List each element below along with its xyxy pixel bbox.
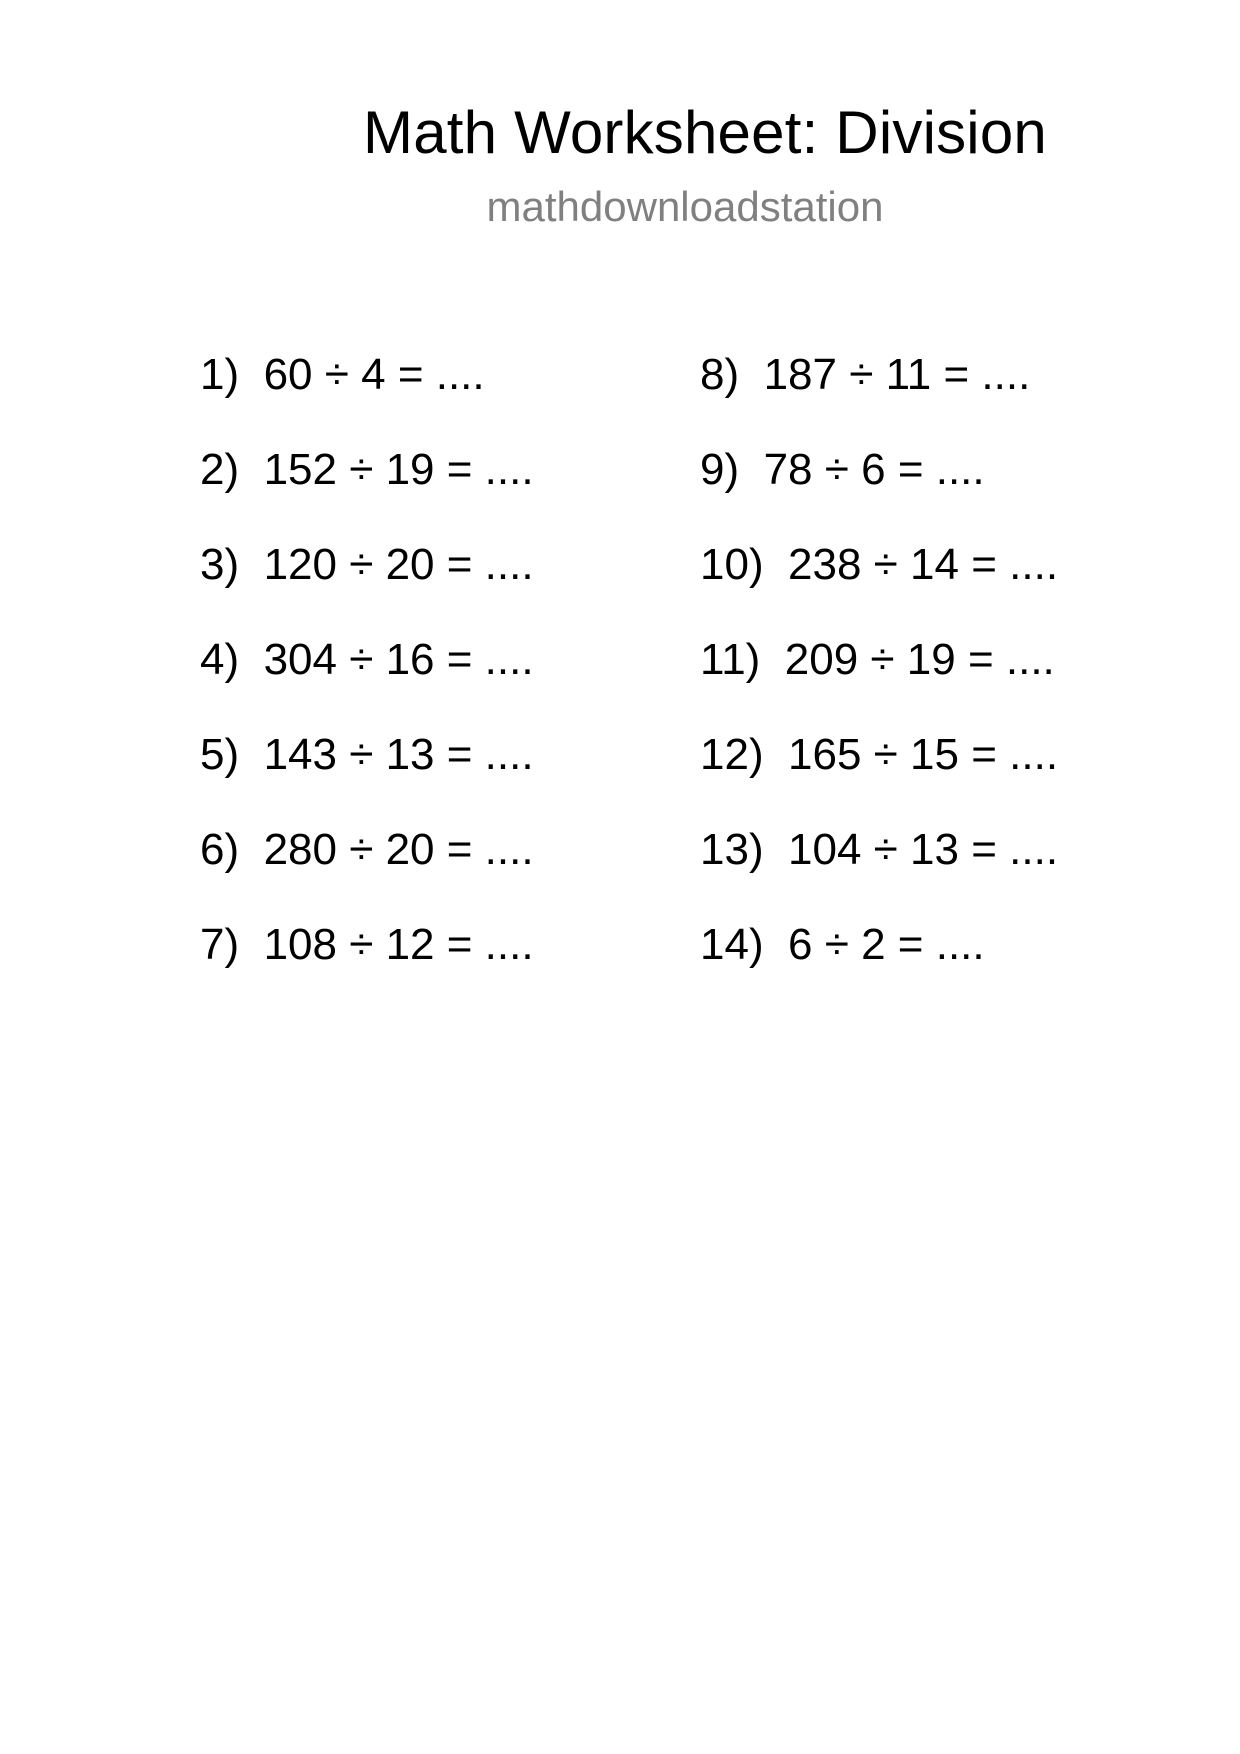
problem-expression: 165 ÷ 15 = .... bbox=[788, 730, 1059, 779]
problem-item bbox=[700, 915, 1058, 1010]
problem-number: 5) bbox=[200, 730, 240, 779]
problem-item bbox=[200, 440, 534, 535]
problem-expression: 78 ÷ 6 = .... bbox=[763, 445, 985, 494]
problem-number: 7) bbox=[200, 920, 240, 969]
problem-item bbox=[700, 725, 1058, 820]
problem-item bbox=[200, 535, 534, 630]
problem-number: 4) bbox=[200, 635, 240, 684]
problem-expression: 152 ÷ 19 = .... bbox=[263, 445, 534, 494]
problem-number: 6) bbox=[200, 825, 240, 874]
worksheet-subtitle: mathdownloadstation bbox=[486, 183, 884, 230]
problem-number: 12) bbox=[700, 730, 764, 779]
problem-item bbox=[700, 440, 1058, 535]
problem-item bbox=[700, 820, 1058, 915]
problem-expression: 6 ÷ 2 = .... bbox=[788, 920, 985, 969]
problem-number: 14) bbox=[700, 920, 764, 969]
problem-expression: 60 ÷ 4 = .... bbox=[263, 350, 485, 399]
problem-expression: 304 ÷ 16 = .... bbox=[263, 635, 534, 684]
problem-expression: 120 ÷ 20 = .... bbox=[263, 540, 534, 589]
problem-item bbox=[700, 345, 1058, 440]
worksheet-title: Math Worksheet: Division bbox=[363, 99, 1047, 166]
problem-expression: 209 ÷ 19 = .... bbox=[784, 635, 1055, 684]
problem-list bbox=[200, 345, 1100, 969]
problem-expression: 104 ÷ 13 = .... bbox=[788, 825, 1059, 874]
problem-item bbox=[200, 725, 534, 820]
problem-number: 9) bbox=[700, 445, 740, 494]
problem-item bbox=[700, 535, 1058, 630]
problem-number: 2) bbox=[200, 445, 240, 494]
problem-column-left bbox=[200, 345, 534, 1010]
problem-number: 3) bbox=[200, 540, 240, 589]
problem-column-right bbox=[700, 345, 1058, 1010]
problem-expression: 108 ÷ 12 = .... bbox=[263, 920, 534, 969]
problem-expression: 238 ÷ 14 = .... bbox=[788, 540, 1059, 589]
problem-number: 11) bbox=[700, 635, 761, 684]
problem-expression: 280 ÷ 20 = .... bbox=[263, 825, 534, 874]
problem-expression: 143 ÷ 13 = .... bbox=[263, 730, 534, 779]
problem-number: 1) bbox=[200, 350, 240, 399]
problem-number: 13) bbox=[700, 825, 764, 874]
problem-item bbox=[700, 630, 1058, 725]
problem-item bbox=[200, 345, 534, 440]
problem-item bbox=[200, 630, 534, 725]
problem-item bbox=[200, 915, 534, 1010]
problem-number: 10) bbox=[700, 540, 764, 589]
problem-expression: 187 ÷ 11 = .... bbox=[763, 350, 1031, 399]
problem-number: 8) bbox=[700, 350, 740, 399]
problem-item bbox=[200, 820, 534, 915]
